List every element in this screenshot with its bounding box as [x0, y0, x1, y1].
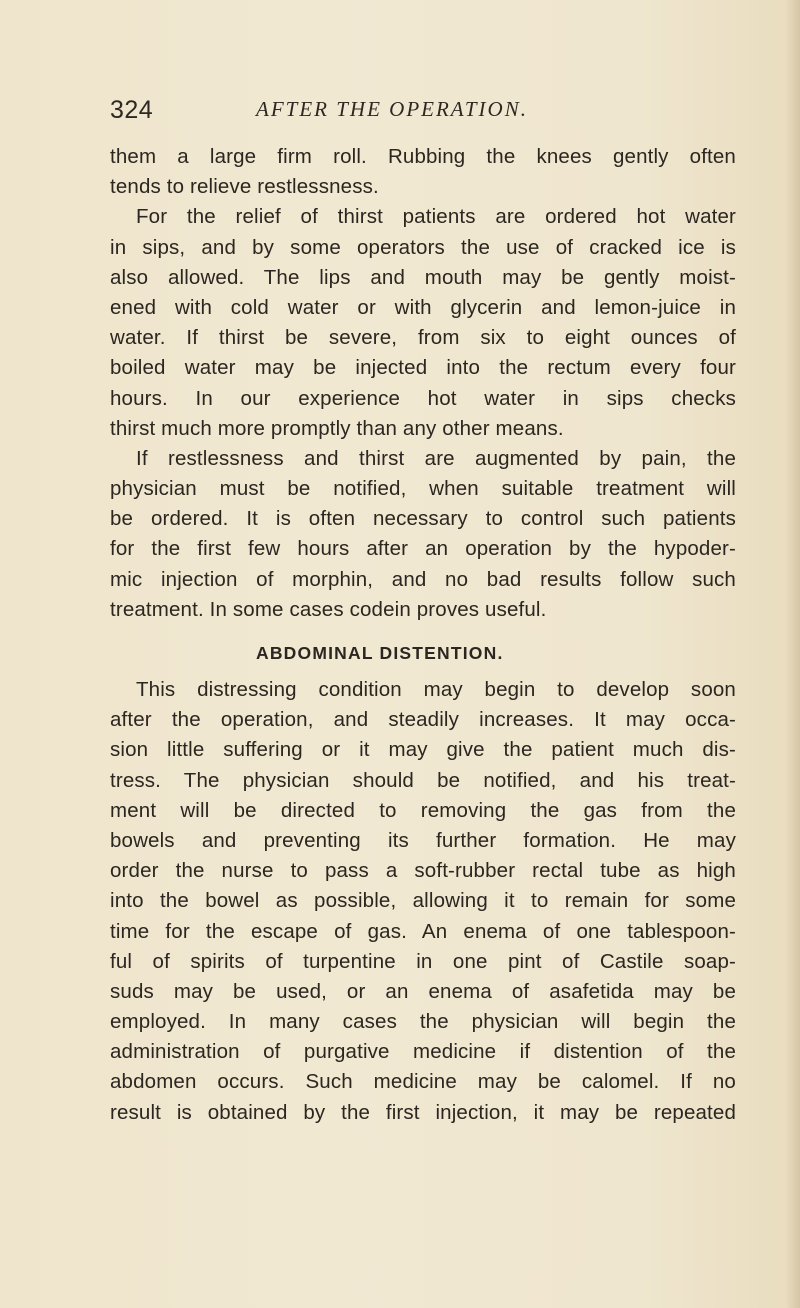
text-line: them a large firm roll. Rubbing the knees gently often [110, 145, 736, 168]
page-edge-shadow [786, 0, 800, 1308]
text-line: in sips, and by some operators the use of cracked ice is [110, 235, 736, 259]
text-line: time for the escape of gas. An enema of one tablespoon- [110, 919, 736, 943]
text-line: administration of purgative medicine if distention of the [110, 1040, 736, 1064]
text-line: abdomen occurs. Such medicine may be calomel. If no [110, 1070, 736, 1094]
page-header [110, 96, 730, 130]
text-line: This distressing condition may begin to develop soon [136, 678, 736, 701]
text-line: for the first few hours after an operation by the hypoder- [110, 537, 736, 561]
text-line: ment will be directed to removing the gas from the [110, 798, 736, 822]
text-line: thirst much more promptly than any other means. [110, 416, 564, 440]
section-heading: ABDOMINAL DISTENTION. [256, 643, 504, 663]
text-line: mic injection of morphin, and no bad results follow such [110, 567, 736, 591]
text-line: For the relief of thirst patients are ordered hot water [136, 205, 736, 229]
page-number: 324 [110, 96, 154, 124]
text-line: treatment. In some cases codein proves useful. [110, 597, 547, 621]
text-line: boiled water may be injected into the rectum every four [110, 356, 736, 380]
paragraph [110, 444, 736, 625]
text-line: bowels and preventing its further formation. He may [110, 828, 736, 852]
text-line: tress. The physician should be notified, and his treat- [110, 768, 736, 792]
text-line: into the bowel as possible, allowing it to remain for some [110, 889, 736, 913]
paragraph [110, 142, 736, 202]
text-line: result is obtained by the first injection, it may be repeated [110, 1100, 736, 1124]
top-paragraphs [110, 142, 736, 625]
text-line: hours. In our experience hot water in sips checks [110, 386, 736, 410]
text-line: order the nurse to pass a soft-rubber rectal tube as high [110, 859, 736, 883]
text-line: physician must be notified, when suitable treatment will [110, 477, 736, 501]
text-line: after the operation, and steadily increases. It may occa- [110, 708, 736, 732]
text-line: suds may be used, or an enema of asafetida may be [110, 979, 736, 1003]
text-line: If restlessness and thirst are augmented by pain, the [136, 446, 736, 470]
bottom-paragraphs [110, 675, 736, 1128]
text-line: water. If thirst be severe, from six to eight ounces of [110, 326, 736, 350]
text-line: ened with cold water or with glycerin and lemon-juice in [110, 295, 736, 319]
text-line: ful of spirits of turpentine in one pint of Castile soap- [110, 949, 736, 973]
running-head: AFTER THE OPERATION. [256, 97, 528, 121]
page-body [110, 142, 736, 1128]
text-line: sion little suffering or it may give the patient much dis- [110, 738, 736, 762]
text-line: also allowed. The lips and mouth may be gently moist- [110, 265, 736, 289]
paragraph [110, 675, 736, 1128]
text-line: tends to relieve restlessness. [110, 175, 379, 199]
paragraph [110, 202, 736, 444]
text-line: be ordered. It is often necessary to control such patients [110, 507, 736, 531]
text-line: employed. In many cases the physician will begin the [110, 1010, 736, 1034]
